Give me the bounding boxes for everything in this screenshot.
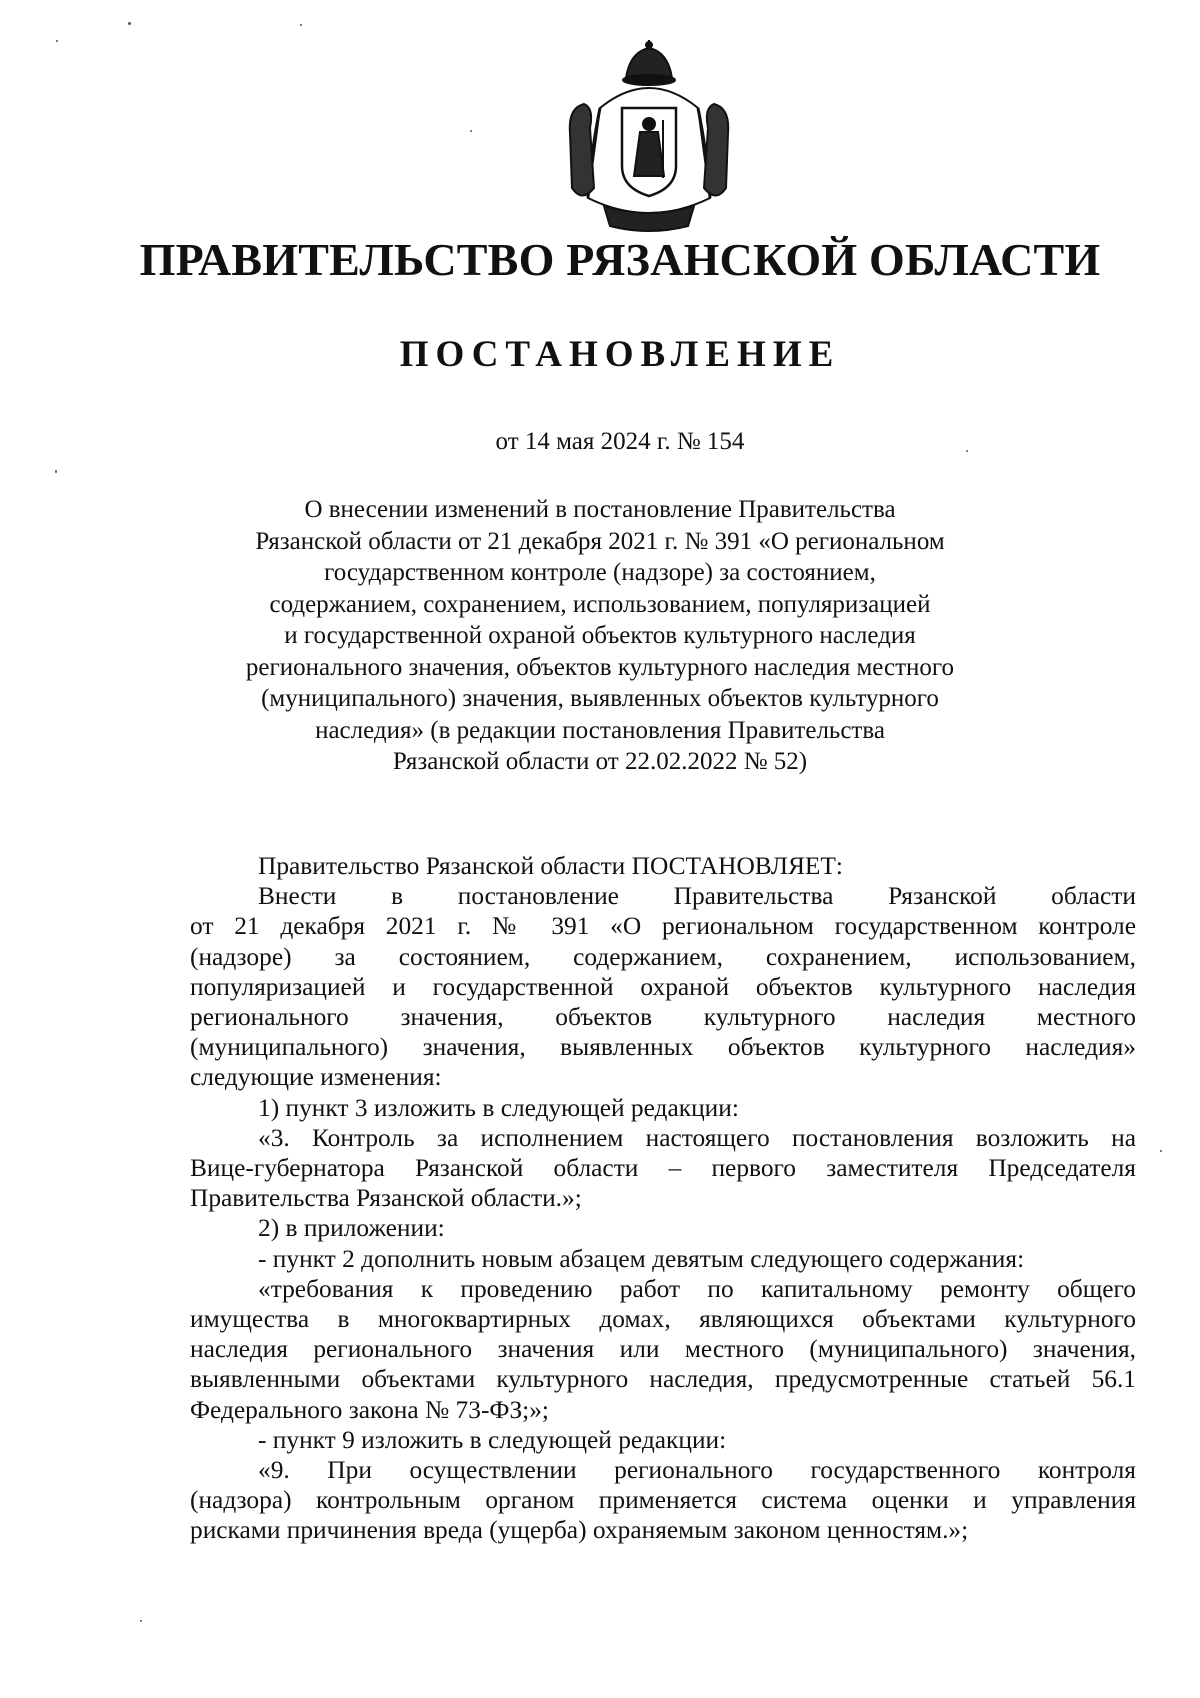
- scan-speck: [140, 1620, 142, 1622]
- body-line: Правительства Рязанской области.»;: [190, 1184, 582, 1213]
- subject-line: (муниципального) значения, выявленных объектов культурного: [261, 685, 939, 712]
- scan-speck: [966, 450, 968, 452]
- body-line: (надзоре) за состоянием, содержанием, сохранением, использованием,: [190, 942, 1136, 971]
- scan-speck: [55, 470, 57, 473]
- scan-speck: [470, 130, 472, 132]
- scan-speck: [128, 22, 131, 25]
- body-line: (надзора) контрольным органом применяется система оценки и управления: [190, 1486, 1136, 1515]
- body-line: рисками причинения вреда (ущерба) охраняемым законом ценностям.»;: [190, 1516, 969, 1545]
- body-line: - пункт 9 изложить в следующей редакции:: [258, 1425, 727, 1454]
- subject-line: О внесении изменений в постановление Правительства: [304, 496, 896, 523]
- organization-title: ПРАВИТЕЛЬСТВО РЯЗАНСКОЙ ОБЛАСТИ: [139, 234, 1101, 285]
- document-body: [190, 851, 1136, 1546]
- body-line: имущества в многоквартирных домах, являющихся объектами культурного: [190, 1305, 1136, 1334]
- subject-line: государственном контроле (надзоре) за состоянием,: [324, 559, 876, 586]
- subject-line: регионального значения, объектов культурного наследия местного: [245, 653, 955, 681]
- body-line: выявленными объектами культурного наследия, предусмотренные статьей 56.1: [190, 1365, 1136, 1394]
- body-line: Вице-губернатора Рязанской области – первого заместителя Председателя: [190, 1154, 1136, 1183]
- ryazan-coat-of-arms-icon: [560, 38, 738, 238]
- body-line: - пункт 2 дополнить новым абзацем девятым следующего содержания:: [258, 1244, 1025, 1273]
- body-line: регионального значения, объектов культурного наследия местного: [190, 1003, 1136, 1032]
- body-line: «требования к проведению работ по капитальному ремонту общего: [258, 1274, 1136, 1303]
- scan-speck: [300, 24, 302, 26]
- body-line: 2) в приложении:: [258, 1214, 445, 1243]
- subject-line: содержанием, сохранением, использованием, популяризацией: [269, 590, 931, 618]
- body-line: наследия регионального значения или местного (муниципального) значения,: [190, 1335, 1136, 1364]
- body-line: Внести в постановление Правительства Рязанской области: [258, 882, 1136, 911]
- document-subject: [190, 494, 1010, 778]
- subject-line: Рязанской области от 22.02.2022 № 52): [392, 748, 808, 775]
- body-line: «9. При осуществлении регионального государственного контроля: [258, 1456, 1136, 1485]
- body-line: следующие изменения:: [190, 1063, 442, 1092]
- scan-speck: [56, 40, 58, 42]
- body-line: от 21 декабря 2021 г. № 391 «О региональном государственном контроле: [190, 912, 1136, 941]
- body-line: Федерального закона № 73-ФЗ;»;: [190, 1395, 549, 1424]
- body-line: Правительство Рязанской области ПОСТАНОВЛЯЕТ:: [258, 852, 843, 880]
- subject-line: Рязанской области от 21 декабря 2021 г. № 391 «О региональном: [255, 527, 945, 555]
- body-line: 1) пункт 3 изложить в следующей редакции:: [258, 1093, 739, 1122]
- subject-line: и государственной охраной объектов культурного наследия: [284, 622, 916, 649]
- subject-line: наследия» (в редакции постановления Правительства: [315, 716, 885, 744]
- document-type-heading: ПОСТАНОВЛЕНИЕ: [399, 334, 841, 375]
- document-date-number: от 14 мая 2024 г. № 154: [495, 428, 745, 455]
- body-line: (муниципального) значения, выявленных объектов культурного наследия»: [190, 1033, 1136, 1062]
- body-line: «3. Контроль за исполнением настоящего постановления возложить на: [258, 1123, 1136, 1152]
- scan-speck: [1160, 1150, 1162, 1152]
- body-line: популяризацией и государственной охраной объектов культурного наследия: [190, 972, 1136, 1001]
